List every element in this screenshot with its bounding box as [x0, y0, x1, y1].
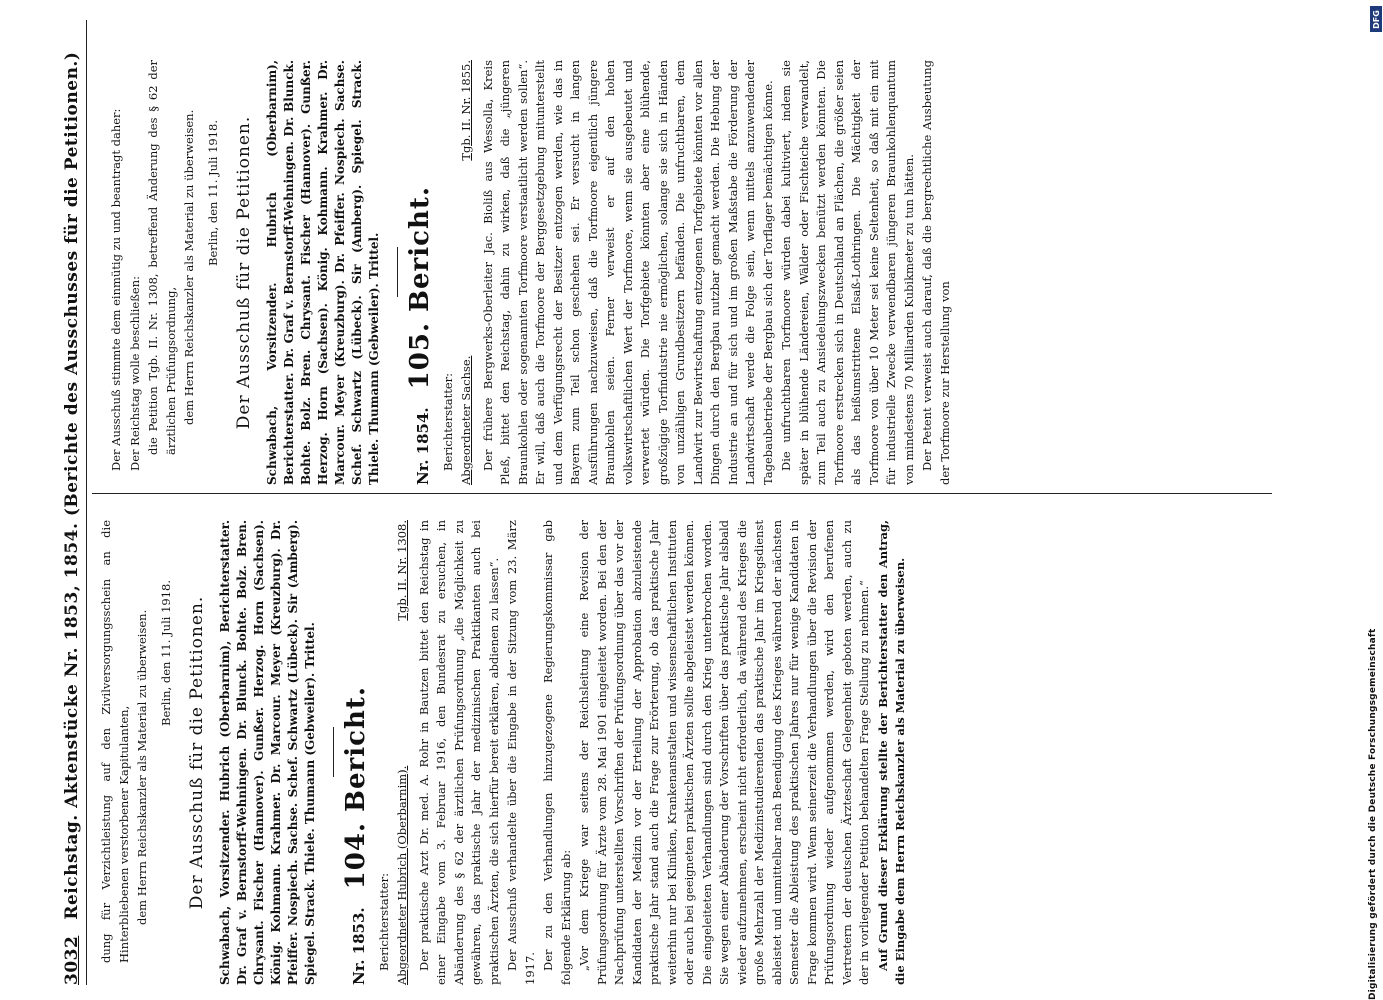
col1-divider: [333, 728, 334, 778]
col2-para-3: die Petition Tgb. II. Nr. 1308, betreffend Änderung des § 62 der ärztlichen Prüfungsordnung,: [146, 60, 178, 455]
running-header: [62, 25, 82, 985]
col2-para-7: Der Petent verweist auch darauf, daß die bergrechtliche Ausbeutung der Torfmoore zur Herstellung von: [920, 60, 952, 485]
col2-report-title: 105. Bericht.: [404, 186, 435, 390]
col2-reporter-line: [458, 60, 474, 485]
col1-para-6: „Vor dem Kriege war seitens der Reichsleitung eine Revision der Prüfungsordnung für Ärzte vom 28. Mai 1901 eingeleitet worden. Bei den der Nachprüfung unterstellten Vorschriften der Prüfungsordnung über das vor der Kandidaten der Medizin vor der Erteilung der Approbation abzuleistende praktische Jahr stand auch die Frage zur Erörterung, ob das praktische Jahr weiterhin nur bei Kliniken, Krankenanstalten und wissenschaftlichen Instituten oder auch bei geeigneten praktischen Ärzten sollte abgeleistet werden können. Die eingeleiteten Verhandlungen sind durch den Krieg unterbrochen worden. Sie wegen einer Abänderung der Vorschriften über das praktische Jahr alsbald wieder aufzunehmen, erscheint nicht erforderlich, da während des Krieges die große Mehrzahl der Medizinstudierenden das praktische Jahr im Kriegsdienst ableistet und unmittelbar nach Beendigung des Krieges während der nächsten Semester die Ableistung des praktischen Jahres nur für wenige Kandidaten in Frage kommen wird. Wenn seinerzeit die Verhandlungen über die Revision der Prüfungsordnung wieder aufgenommen werden, wird den berufenen Vertretern der deutschen Ärzteschaft Gelegenheit geboten werden, auch zu der in vorliegender Petition behandelten Frage Stellung zu nehmen.“: [577, 520, 871, 985]
col2-para-2: Der Reichstag wolle beschließen:: [127, 276, 142, 471]
col1-para-1: dung für Verzichtleistung auf den Zivilversorgungsschein an die Hinterbliebenen verstorbener Kapitulanten,: [99, 520, 131, 963]
header-rule: [86, 20, 87, 985]
col1-journal-ref: Tgb. II. Nr. 1308.: [394, 520, 409, 621]
col2-divider: [397, 248, 398, 298]
page-number: 3032: [62, 935, 82, 985]
col2-committee-title: Der Ausschuß für die Petitionen.: [234, 115, 254, 430]
col2-para-4: dem Herrn Reichskanzler als Material zu überweisen.: [182, 109, 196, 425]
col1-para-3: Der praktische Arzt Dr. med. A. Rohr in Bautzen bittet den Reichstag in einer Eingabe vom 3. Februar 1916, den Bundesrat zu ersuchen, in Abänderung des § 62 der ärztlichen Prüfungsordnung „die Möglichkeit zu gewähren, das praktische Jahr der medizinischen Praktikanten auch bei praktischen Ärzten, die sich hierfür bereit erklären, abdienen zu lassen“.: [416, 520, 501, 985]
col2-journal-ref: Tgb. II. Nr. 1855.: [458, 60, 473, 161]
col2-date: Berlin, den 11. Juli 1918.: [205, 120, 220, 266]
digitization-credit: Digitalisierung gefördert durch die Deutsche Forschungsgemeinschaft: [1368, 628, 1378, 1000]
col1-reporter-line: [394, 520, 410, 985]
col1-committee-title: Der Ausschuß für die Petitionen.: [187, 595, 207, 910]
col2-report-heading: [404, 60, 435, 485]
page-header-title: Reichstag. Aktenstücke Nr. 1853, 1854. (Berichte des Ausschusses für die Petitionen.): [62, 51, 82, 920]
col2-reporter-label: Berichterstatter:: [441, 372, 455, 471]
col2-reporter-name: Abgeordneter Sachse.: [458, 355, 473, 485]
col1-report-title: 104. Bericht.: [340, 686, 371, 890]
col1-report-number: Nr. 1853.: [349, 907, 368, 985]
col1-para-7: Auf Grund dieser Erklärung stellte der Berichterstatter den Antrag, die Eingabe dem Herrn Reichskanzler als Material zu überweisen.: [875, 520, 907, 985]
col1-para-5: Der zu den Verhandlungen hinzugezogene Regierungskommissar gab folgende Erklärung ab:: [541, 520, 573, 985]
col1-para-4: Der Ausschuß verhandelte über die Eingabe in der Sitzung vom 23. März 1917.: [505, 520, 537, 985]
col2-members: Schwabach, Vorsitzender. Hubrich (Oberbarnim), Berichterstatter. Dr. Graf v. Bernstorff-Wehningen. Dr. Blunck. Bohte. Bolz. Bren. Chrysant. Fischer (Hannover). Gunßer. Herzog. Horn (Sachsen). König. Kohmann. Krahmer. Dr. Marcour. Meyer (Kreuzburg). Dr. Pfeiffer. Nospiech. Sachse. Schef. Schwartz (Lübeck). Sir (Amberg). Spiegel. Strack. Thiele. Thumann (Gebweiler). Trittel.: [264, 60, 381, 485]
col1-report-heading: [340, 520, 371, 985]
col1-reporter-label: Berichterstatter:: [377, 872, 391, 971]
col2-para-5: Der frühere Bergwerks-Oberleiter Jac. Bioliß aus Wessolla, Kreis Pleß, bittet den Reichstag, dahin zu wirken, daß die „jüngeren Braunkohlen oder sogenannten Torfmoore verstaatlicht werden sollen“. Er will, daß auch die Torfmoore der Berggesetzgebung mitunterstellt und dem Verfügungsrecht der Besitzer entzogen werden, wie das in Bayern zum Teil schon geschehen sei. Er versucht in langen Ausführungen nachzuweisen, daß die Torfmoore eigentlich jüngere Braunkohlen seien. Ferner verweist er auf den hohen volkswirtschaftlichen Wert der Torfmoore, wenn sie ausgebeutet und verwertet würden. Die Torfgebiete könnten aber eine blühende, großzügige Torfindustrie nie ermöglichen, solange sie sich in Händen von unzähligen Grundbesitzern befänden. Die unfruchtbaren, dem Landwirt zur Bewirtschaftung entzogenen Torfgebiete könnten vor allen Dingen durch den Bergbau nutzbar gemacht werden. Die Hebung der Industrie an und für sich und im großen Maßstabe die Förderung der Landwirtschaft werde die Folge sein, wenn mittels anzuwendender Tagebaubetriebe der Bergbau sich der Torflager bemächtigen könne.: [480, 60, 775, 485]
col2-para-6: Die unfruchtbaren Torfmoore würden dabei kultiviert, indem sie später in blühende Ländereien, Wälder oder Fischteiche verwandelt, zum Teil auch zu Ansiedelungszwecken benützt werden könnten. Die Torfmoore erstrecken sich in Deutschland an Flächen, die größer seien als das heißumstrittene Elsaß-Lothringen. Die Mächtigkeit der Torfmoore von über 10 Meter sei keine Seltenheit, so daß mit ein mit für industrielle Zwecke verwendbaren jüngeren Braunkohlenquantum von mindestens 70 Milliarden Kubikmeter zu tun hätten.: [779, 60, 916, 485]
column-right: [108, 60, 955, 485]
column-left: [98, 520, 911, 985]
col2-report-number: Nr. 1854.: [413, 407, 432, 485]
dfg-logo: [1370, 6, 1382, 32]
column-separator: [92, 493, 1272, 494]
col1-reporter-name: Abgeordneter Hubrich (Oberbarnim).: [394, 765, 409, 985]
dfg-logo-text: DFG: [1371, 9, 1381, 29]
col2-para-1: Der Ausschuß stimmte dem einmütig zu und beantragt daher:: [109, 108, 123, 471]
col1-members: Schwabach, Vorsitzender. Hubrich (Oberbarnim), Berichterstatter. Dr. Graf v. Bernstorff-Wehningen. Dr. Blunck. Bohte. Bolz. Bren. Chrysant. Fischer (Hannover). Gunßer. Herzog. Horn (Sachsen). König. Kohmann. Krahmer. Dr. Marcour. Meyer (Kreuzburg). Dr. Pfeiffer. Nospiech. Sachse. Schef. Schwartz (Lübeck). Sir (Amberg). Spiegel. Strack. Thiele. Thumann (Gebweiler). Trittel.: [217, 520, 317, 985]
col1-para-2: dem Herrn Reichskanzler als Material zu überweisen.: [135, 609, 149, 925]
col1-date: Berlin, den 11. Juli 1918.: [158, 580, 173, 726]
